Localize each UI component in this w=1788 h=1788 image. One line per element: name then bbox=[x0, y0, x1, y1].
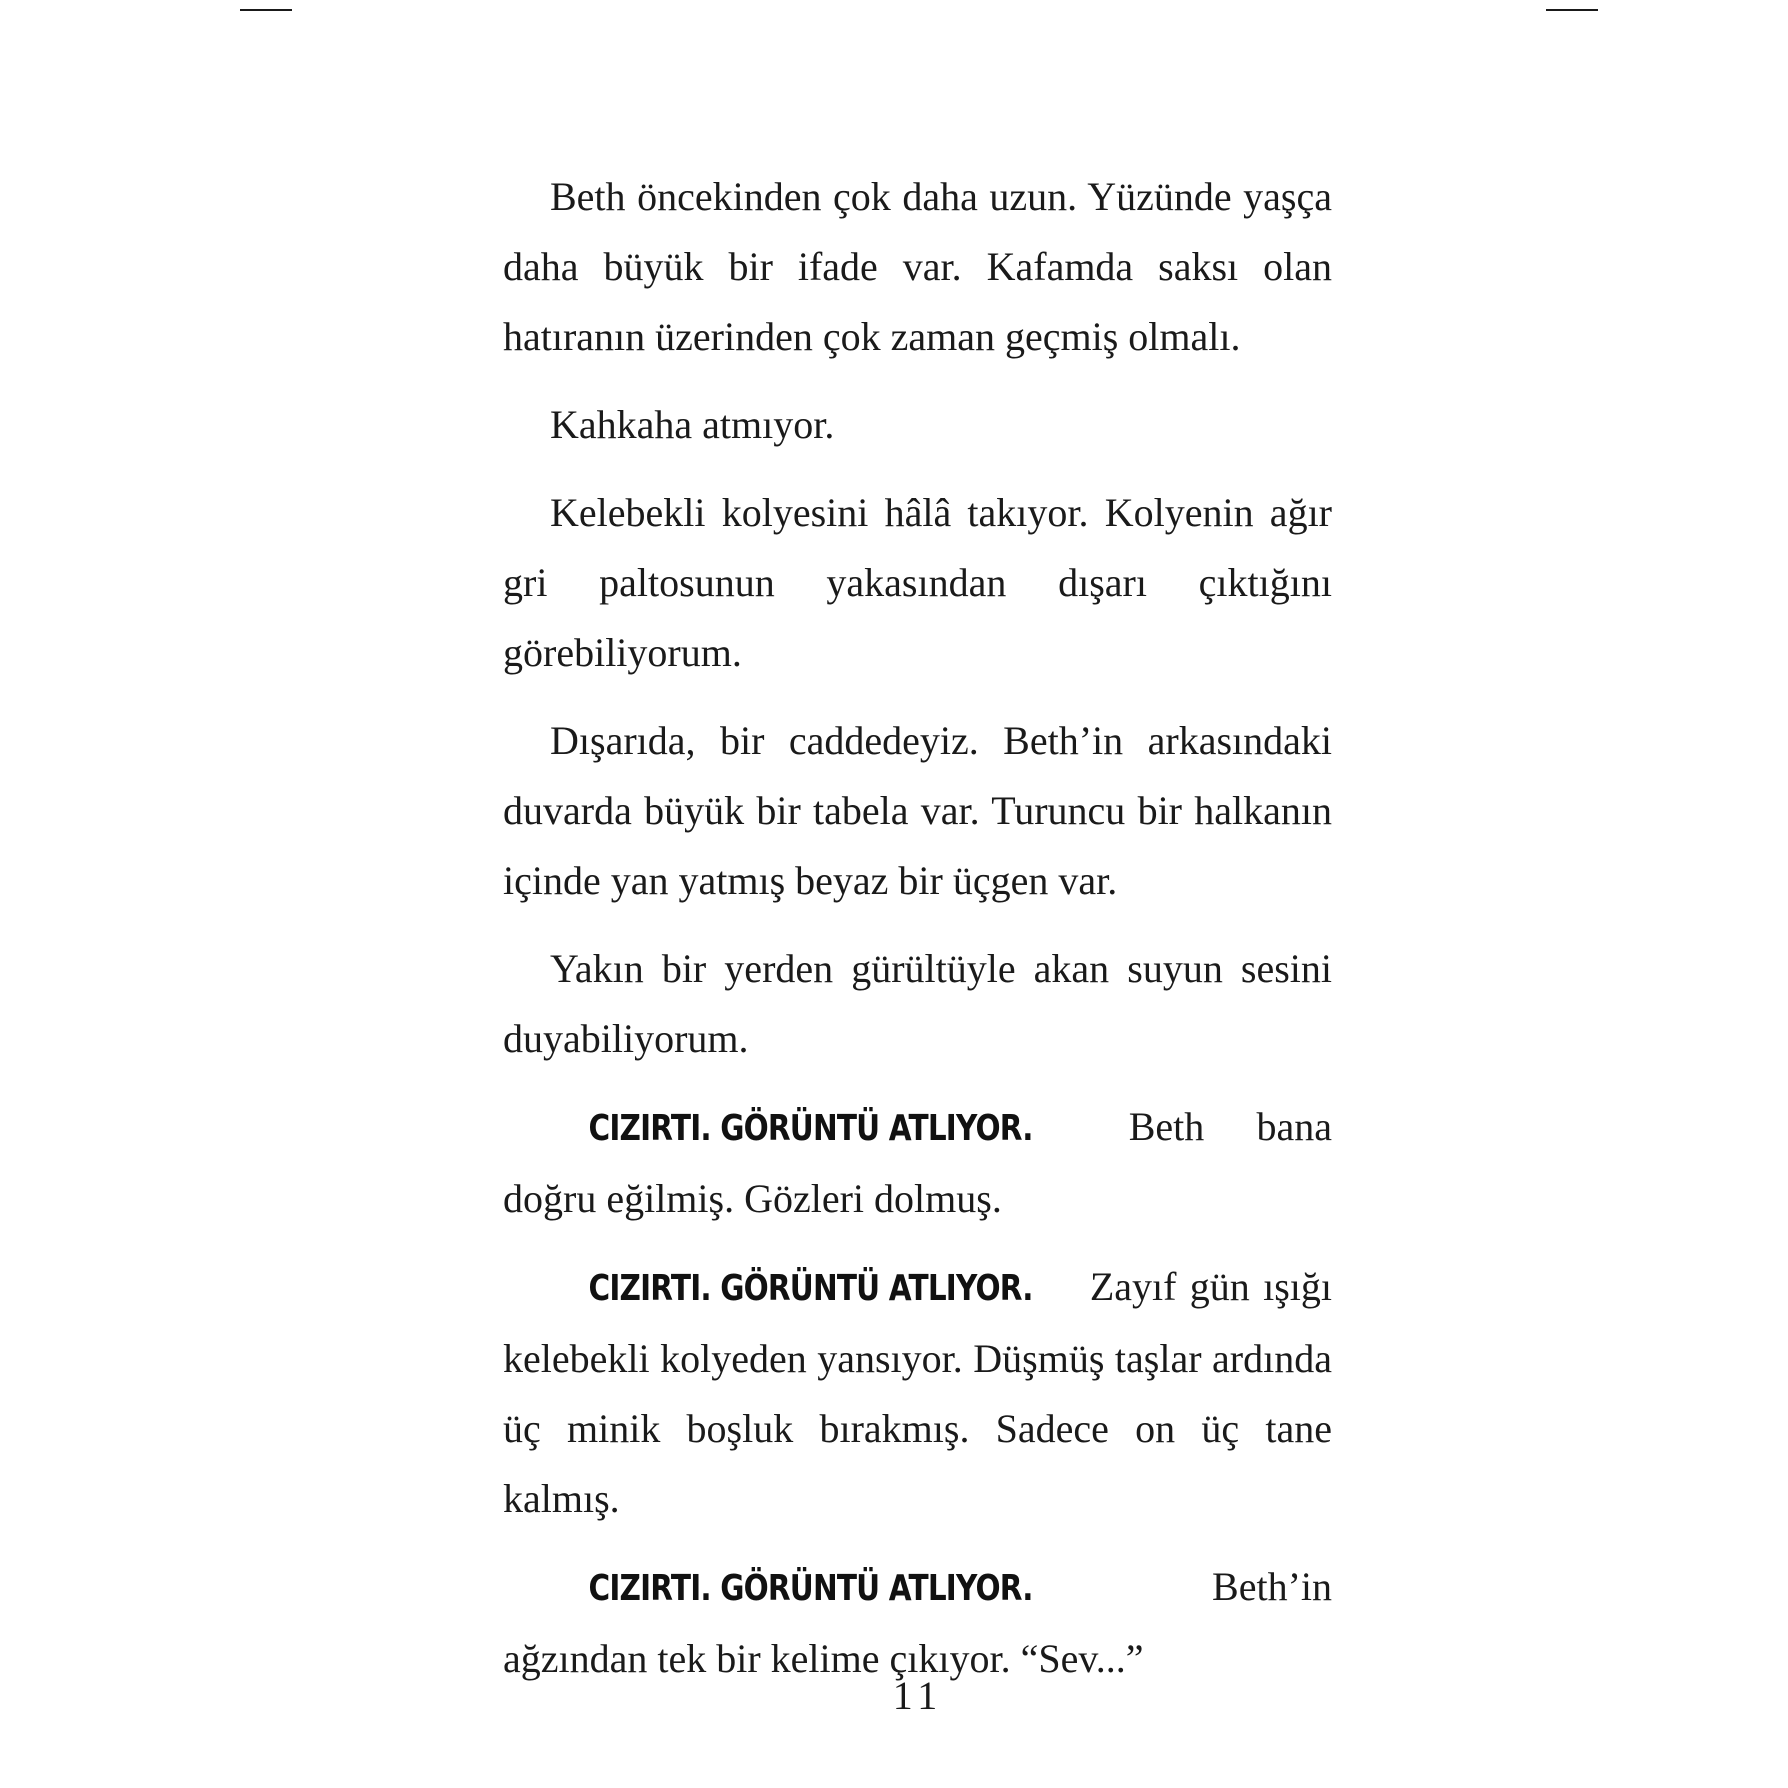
paragraph bbox=[503, 934, 1332, 1074]
glitch-lead: CIZIRTI. GÖRÜNTÜ ATLIYOR. bbox=[588, 1568, 1033, 1609]
paragraph-text: Beth öncekinden çok daha uzun. Yüzünde yaşça daha büyük bir ifade var. Kafamda saksı olan hatıranın üzerinden çok zaman geçmiş olmalı. bbox=[503, 174, 1332, 359]
paragraph-text: Kahkaha atmıyor. bbox=[550, 402, 835, 447]
glitch-lead: CIZIRTI. GÖRÜNTÜ ATLIYOR. bbox=[588, 1108, 1033, 1149]
paragraph bbox=[503, 1092, 1332, 1234]
paragraph-text: Kelebekli kolyesini hâlâ takıyor. Kolyenin ağır gri paltosunun yakasından dışarı çıktığını görebiliyorum. bbox=[503, 490, 1332, 675]
crop-mark-right bbox=[1546, 9, 1598, 11]
page-number: 11 bbox=[892, 1673, 944, 1718]
paragraph bbox=[503, 390, 1332, 460]
glitch-lead: CIZIRTI. GÖRÜNTÜ ATLIYOR. bbox=[588, 1268, 1033, 1309]
body-text bbox=[503, 162, 1332, 1712]
paragraph bbox=[503, 706, 1332, 916]
paragraph-text: Yakın bir yerden gürültüyle akan suyun sesini duyabiliyorum. bbox=[503, 946, 1332, 1061]
crop-mark-left bbox=[240, 9, 292, 11]
paragraph-text: Beth bana doğru eğilmiş. Gözleri dolmuş. bbox=[503, 1104, 1332, 1221]
paragraph-text: Dışarıda, bir caddedeyiz. Beth’in arkasındaki duvarda büyük bir tabela var. Turuncu bir halkanın içinde yan yatmış beyaz bir üçgen var. bbox=[503, 718, 1332, 903]
paragraph bbox=[503, 1252, 1332, 1534]
paragraph-text: Zayıf gün ışığı kelebekli kolyeden yansıyor. Düşmüş taşlar ardında üç minik boşluk bırakmış. Sadece on üç tane kalmış. bbox=[503, 1264, 1333, 1521]
paragraph bbox=[503, 162, 1332, 372]
paragraph bbox=[503, 478, 1332, 688]
paragraph-text: Beth’in ağzından tek bir kelime çıkıyor. “Sev...” bbox=[503, 1564, 1332, 1681]
